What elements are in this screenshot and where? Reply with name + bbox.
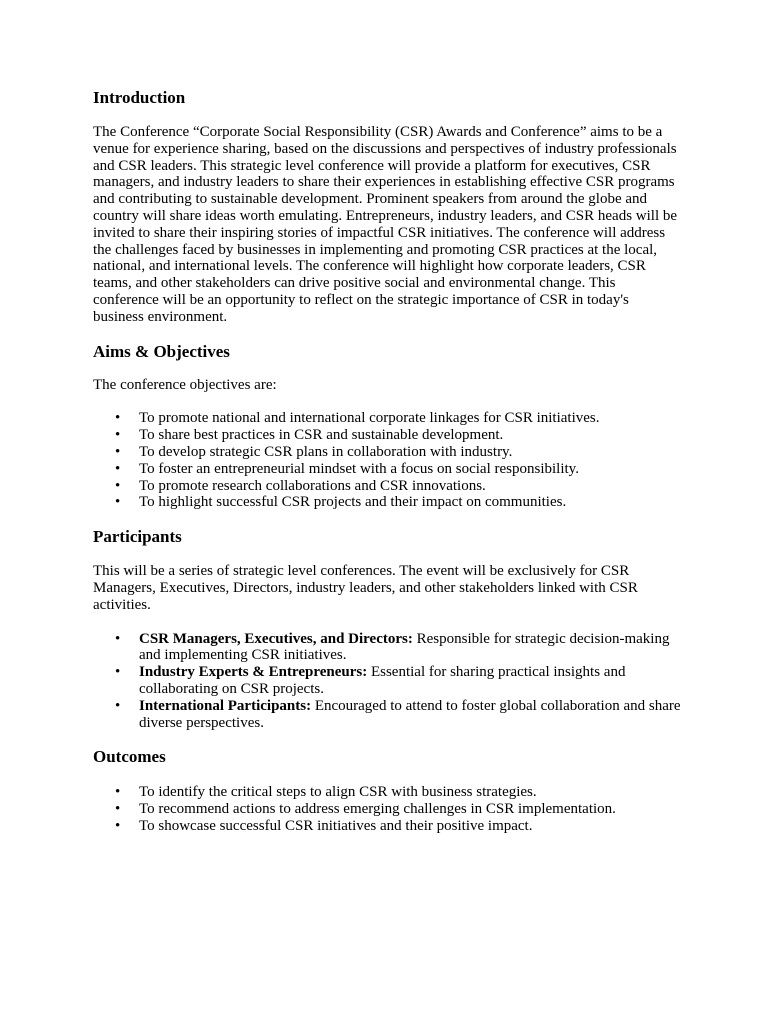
participant-term: CSR Managers, Executives, and Directors: [139,630,413,647]
aims-list-item: • To develop strategic CSR plans in collaboration with industry. [93,444,683,461]
participant-description: Encouraged to attend to foster global collaboration and share diverse perspectives. [139,697,681,731]
participants-heading: Participants [93,527,182,547]
participants-intro: This will be a series of strategic level conferences. The event will be exclusively for CSR Managers, Executives, Directors, industry leaders, and other stakeholders linked with CSR activities. [93,563,638,613]
introduction-section [93,88,683,326]
aims-list-item: • To share best practices in CSR and sustainable development. [93,427,683,444]
outcomes-list-item: • To showcase successful CSR initiatives and their positive impact. [93,818,683,835]
participants-list [93,631,683,732]
outcomes-list [93,784,683,834]
participants-section [93,527,683,731]
aims-list-item: • To foster an entrepreneurial mindset with a focus on social responsibility. [93,461,683,478]
outcomes-list-item: • To identify the critical steps to align CSR with business strategies. [93,784,683,801]
document-content [93,88,683,835]
outcomes-list-item: • To recommend actions to address emerging challenges in CSR implementation. [93,801,683,818]
introduction-heading: Introduction [93,88,186,107]
participants-list-item [93,631,683,665]
participant-term: Industry Experts & Entrepreneurs: [139,664,368,681]
participant-description: Essential for sharing practical insights and collaborating on CSR projects. [139,664,626,697]
participant-term: International Participants: [139,697,312,714]
aims-list-item: • To promote research collaborations and CSR innovations. [93,478,683,495]
aims-section [93,342,683,512]
introduction-paragraph: The Conference “Corporate Social Responsibility (CSR) Awards and Conference” aims to be a venue for experience sharing, based on the discussions and perspectives of industry professionals and CSR leaders. This strategic level conference will provide a platform for executives, CSR managers, and industry leaders to share their experiences in establishing effective CSR programs and contributing to sustainable development. Prominent speakers from around the globe and country will share ideas worth emulating. Entrepreneurs, industry leaders, and CSR heads will be invited to share their inspiring stories of impactful CSR initiatives. The conference will address the challenges faced by businesses in implementing and promoting CSR practices at the local, national, and international levels. The conference will highlight how corporate leaders, CSR teams, and other stakeholders can drive positive social and environmental change. This conference will be an opportunity to reflect on the strategic importance of CSR in today's business environment. [93,124,678,325]
outcomes-section [93,747,683,834]
aims-list [93,410,683,511]
aims-heading: Aims & Objectives [93,341,230,361]
participant-description: Responsible for strategic decision-making and implementing CSR initiatives. [139,630,670,664]
aims-list-item: • To promote national and international corporate linkages for CSR initiatives. [93,410,683,427]
participants-list-item [93,698,683,732]
outcomes-heading: Outcomes [93,747,166,767]
aims-list-item: • To highlight successful CSR projects and their impact on communities. [93,494,683,511]
aims-intro: The conference objectives are: [93,376,277,393]
participants-list-item [93,664,683,698]
